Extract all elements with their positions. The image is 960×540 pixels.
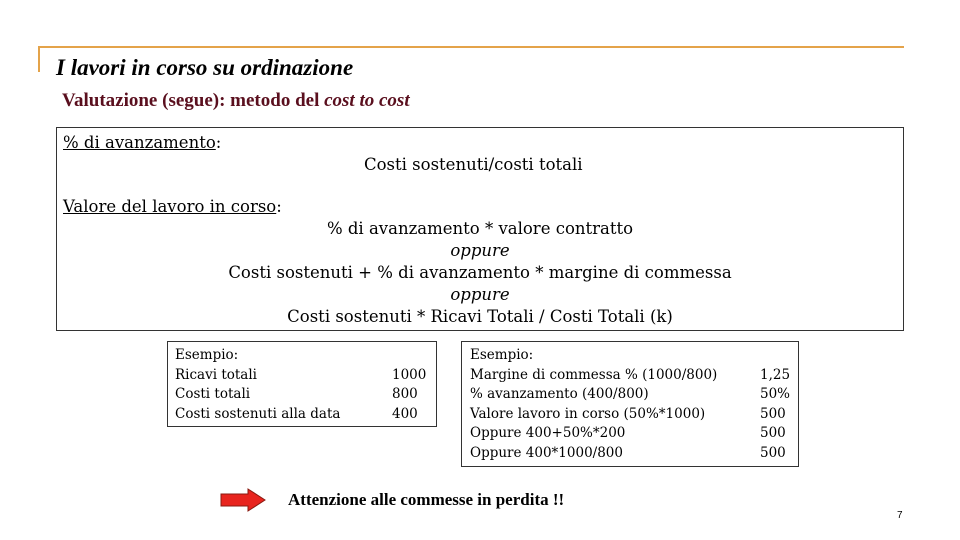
example-left-label: Ricavi totali: [175, 366, 257, 383]
example-left-label: Costi totali: [175, 386, 251, 402]
example-right-label: Margine di commessa % (1000/800): [470, 366, 718, 383]
example-right-box: [461, 341, 799, 467]
example-right-label: Valore lavoro in corso (50%*1000): [470, 405, 706, 422]
example-right-value: 500: [760, 425, 786, 441]
example-left-value: 800: [392, 386, 418, 402]
pct-colon: :: [215, 133, 222, 152]
example-left-box: [167, 341, 437, 427]
example-right-value: [760, 346, 790, 366]
example-left-value: [392, 346, 426, 366]
value-label: Valore del lavoro in corso: [63, 197, 277, 216]
example-left-label: Costi sostenuti alla data: [175, 405, 341, 422]
example-right-label: Esempio:: [470, 347, 534, 363]
value-colon: :: [276, 197, 282, 216]
page-number: 7: [897, 510, 903, 521]
example-right-label: Oppure 400*1000/800: [470, 444, 623, 461]
example-right-value: 1,25: [760, 366, 791, 383]
example-right-value: 500: [760, 405, 786, 422]
example-left-label: Esempio:: [175, 347, 239, 363]
pct-formula: Costi sostenuti/costi totali: [364, 155, 583, 174]
subtitle-emphasis: cost to cost: [324, 90, 410, 111]
definition-box: [56, 127, 904, 331]
example-left-value: 1000: [392, 366, 427, 383]
example-right-labels: [470, 346, 717, 463]
slide-title: I lavori in corso su ordinazione: [56, 55, 354, 80]
example-right-label: Oppure 400+50%*200: [470, 425, 626, 441]
pct-heading: [63, 133, 221, 152]
warning-text: Attenzione alle commesse in perdita !!: [288, 490, 565, 509]
example-right-value: 500: [760, 444, 786, 461]
subtitle-text: Valutazione (segue): metodo del: [62, 90, 325, 111]
frame-left-line: [38, 46, 40, 72]
or-label-2: oppure: [450, 285, 510, 304]
or-label-1: oppure: [450, 241, 510, 260]
slide-subtitle: [62, 90, 410, 112]
example-right-label: % avanzamento (400/800): [470, 386, 649, 402]
formula-3: Costi sostenuti * Ricavi Totali / Costi Totali (k): [287, 307, 673, 326]
example-left-values: [392, 346, 426, 424]
example-right-values: [760, 346, 790, 463]
pct-label: % di avanzamento: [63, 133, 216, 152]
formula-1: % di avanzamento * valore contratto: [326, 219, 634, 238]
example-left-labels: [175, 346, 340, 424]
frame-top-line: [38, 46, 904, 48]
value-heading: [63, 197, 282, 216]
right-arrow-icon: [220, 488, 266, 512]
formula-2: Costi sostenuti + % di avanzamento * margine di commessa: [228, 263, 732, 282]
example-right-value: 50%: [760, 386, 791, 402]
example-left-value: 400: [392, 405, 418, 422]
